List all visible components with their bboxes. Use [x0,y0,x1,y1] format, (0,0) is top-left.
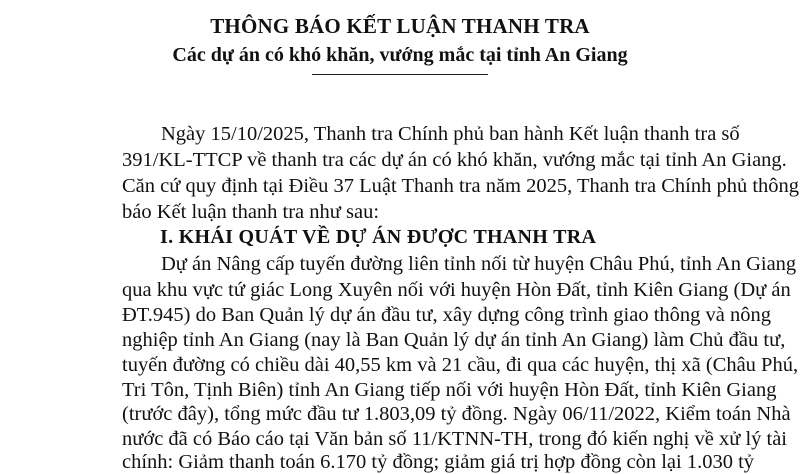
intro-line: Ngày 15/10/2025, Thanh tra Chính phủ ban hành Kết luận thanh tra số [161,123,740,145]
body-line: Tri Tôn, Tịnh Biên) tỉnh An Giang tiếp nối với huyện Hòn Đất, tỉnh Kiên Giang [122,379,777,401]
intro-line: Căn cứ quy định tại Điều 37 Luật Thanh tra năm 2025, Thanh tra Chính phủ thông [122,175,800,197]
title-divider [312,74,488,75]
body-line: qua khu vực tứ giác Long Xuyên nối với huyện Hòn Đất, tỉnh Kiên Giang (Dự án [122,279,791,301]
body-line: nghiệp tỉnh An Giang (nay là Ban Quản lý dự án tỉnh An Giang) làm Chủ đầu tư, [122,329,786,351]
document-title: THÔNG BÁO KẾT LUẬN THANH TRA [210,14,590,38]
body-line: (trước đây), tổng mức đầu tư 1.803,09 tỷ đồng. Ngày 06/11/2022, Kiểm toán Nhà [122,403,791,425]
body-line: nước đã có Báo cáo tại Văn bản số 11/KTNN-TH, trong đó kiến nghị về xử lý tài [122,428,787,450]
intro-line: 391/KL-TTCP về thanh tra các dự án có khó khăn, vướng mắc tại tỉnh An Giang. [122,149,787,171]
body-line: Dự án Nâng cấp tuyến đường liên tỉnh nối từ huyện Châu Phú, tỉnh An Giang [161,253,797,275]
intro-line: báo Kết luận thanh tra như sau: [122,201,380,223]
body-line: chính: Giảm thanh toán 6.170 tỷ đồng; giảm giá trị hợp đồng còn lại 1.030 tỷ [122,451,755,473]
body-line: tuyến đường có chiều dài 40,55 km và 21 cầu, đi qua các huyện, thị xã (Châu Phú, [122,354,799,376]
body-line: ĐT.945) do Ban Quản lý dự án đầu tư, xây dựng công trình giao thông và nông [122,304,771,326]
section-heading: I. KHÁI QUÁT VỀ DỰ ÁN ĐƯỢC THANH TRA [160,226,597,248]
document-subtitle: Các dự án có khó khăn, vướng mắc tại tỉnh An Giang [172,44,628,66]
